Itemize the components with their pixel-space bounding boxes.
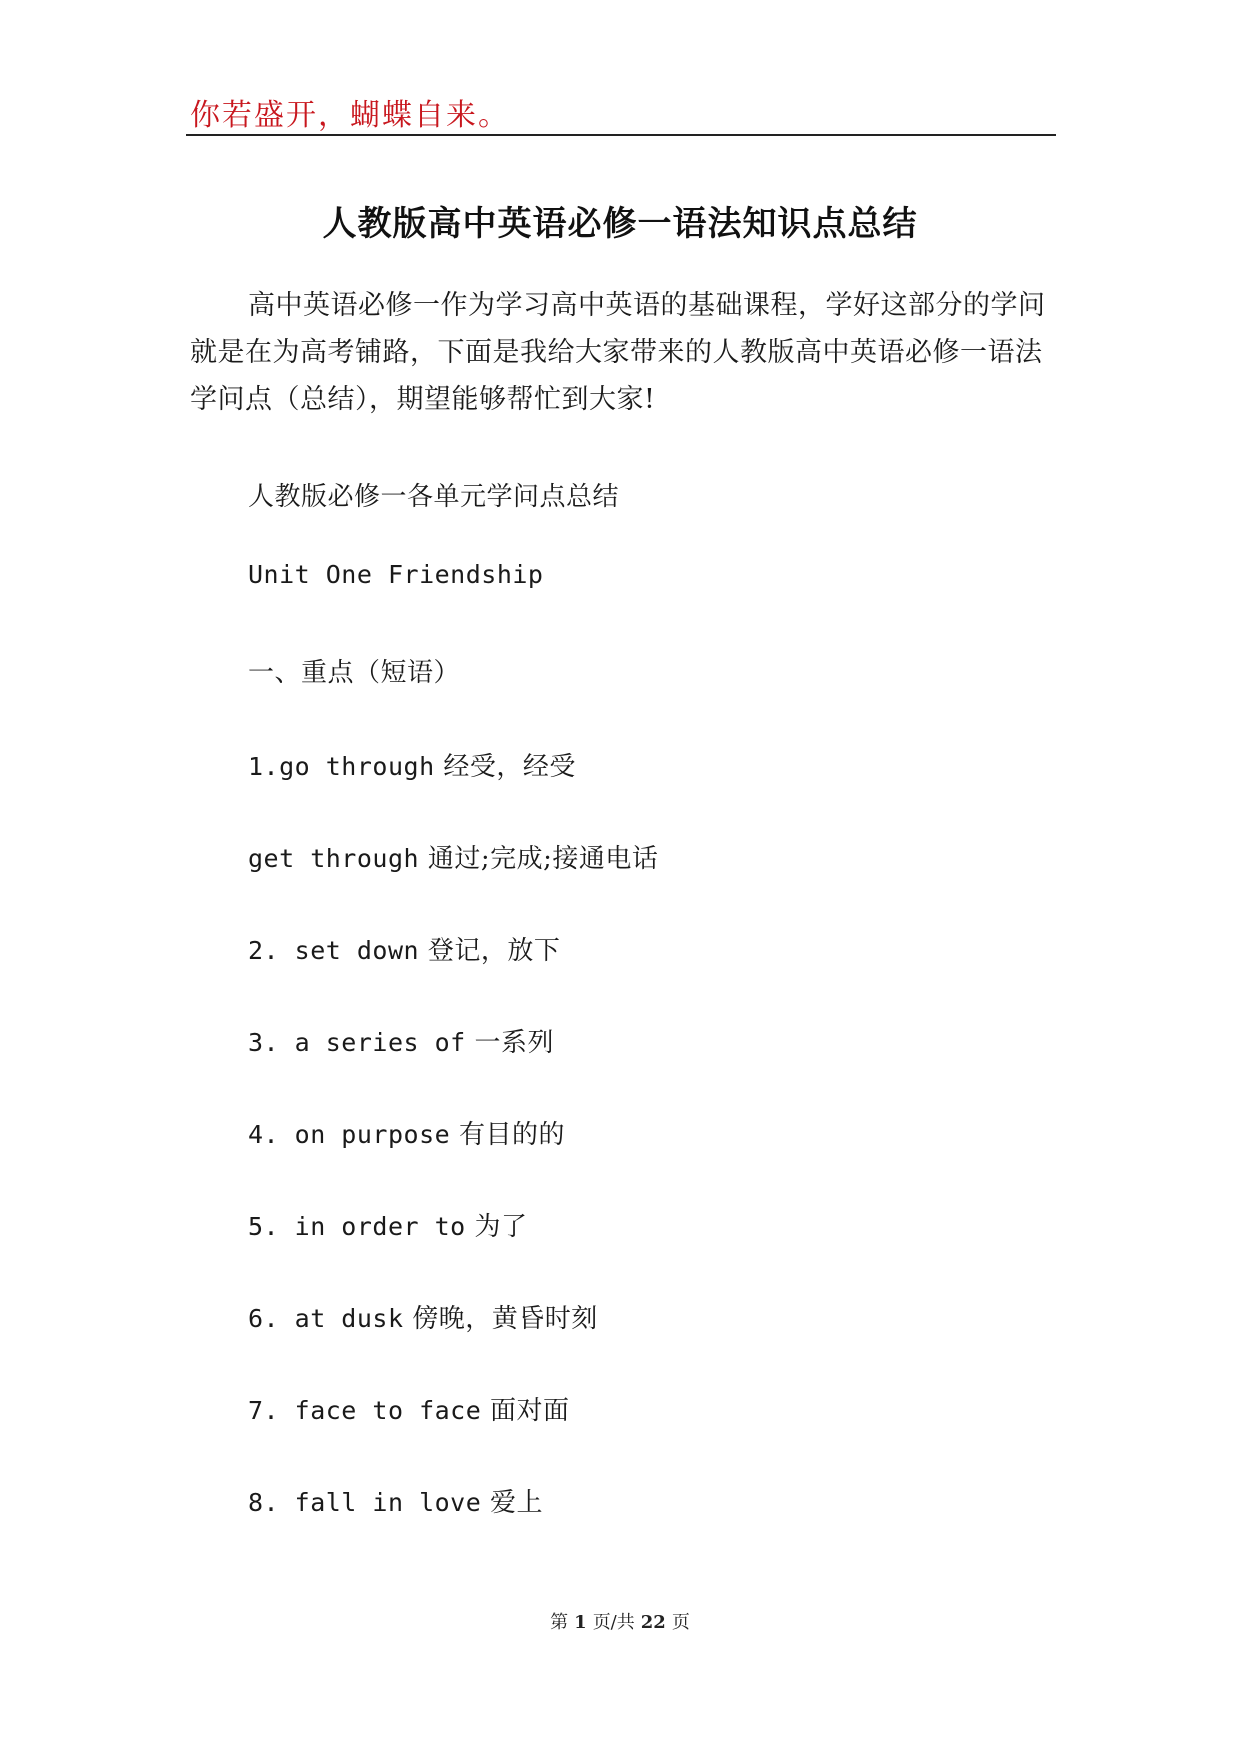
intro-paragraph: 高中英语必修一作为学习高中英语的基础课程，学好这部分的学问就是在为高考铺路，下面是我给大家带来的人教版高中英语必修一语法学问点（总结），期望能够帮忙到大家! — [190, 290, 1046, 415]
page-footer — [0, 1608, 1240, 1634]
current-page-number: 1 — [574, 1612, 587, 1633]
phrase-english: 5. in order to — [248, 1212, 466, 1241]
total-pages-number: 22 — [640, 1612, 666, 1633]
phrase-chinese: 为了 — [474, 1212, 528, 1242]
phrase-item — [248, 1114, 565, 1151]
footer-middle: 页/共 — [592, 1612, 635, 1633]
phrase-item — [248, 930, 560, 967]
footer-suffix: 页 — [671, 1612, 690, 1633]
phrase-item — [248, 1022, 554, 1059]
phrase-english: 1.go through — [248, 752, 435, 781]
section-heading: 人教版必修一各单元学问点总结 — [248, 482, 620, 512]
phrase-english: 4. on purpose — [248, 1120, 451, 1149]
header-motto: 你若盛开，蝴蝶自来。 — [190, 98, 510, 133]
phrase-chinese: 一系列 — [474, 1028, 554, 1058]
phrase-chinese: 面对面 — [490, 1396, 570, 1426]
phrase-chinese: 通过;完成;接通电话 — [427, 844, 659, 874]
phrase-english: 8. fall in love — [248, 1488, 482, 1517]
phrase-item — [248, 1482, 543, 1519]
phrase-english: get through — [248, 844, 420, 873]
subsection-heading: 一、重点（短语） — [248, 658, 461, 688]
phrase-item — [248, 838, 658, 875]
phrase-item — [248, 1390, 570, 1427]
phrase-chinese: 有目的的 — [458, 1120, 565, 1150]
phrase-chinese: 傍晚，黄昏时刻 — [412, 1304, 598, 1334]
phrase-chinese: 登记，放下 — [427, 936, 561, 966]
phrase-english: 3. a series of — [248, 1028, 466, 1057]
phrase-english: 6. at dusk — [248, 1304, 404, 1333]
page-header — [186, 82, 1056, 136]
footer-prefix: 第 — [550, 1612, 569, 1633]
unit-title: Unit One Friendship — [248, 560, 544, 589]
document-title: 人教版高中英语必修一语法知识点总结 — [322, 204, 918, 244]
phrase-item — [248, 1206, 528, 1243]
phrase-chinese: 经受，经受 — [443, 752, 576, 782]
phrase-english: 2. set down — [248, 936, 420, 965]
phrase-item — [248, 1298, 598, 1335]
phrase-item — [248, 746, 576, 783]
phrase-chinese: 爱上 — [490, 1488, 544, 1518]
phrase-english: 7. face to face — [248, 1396, 482, 1425]
